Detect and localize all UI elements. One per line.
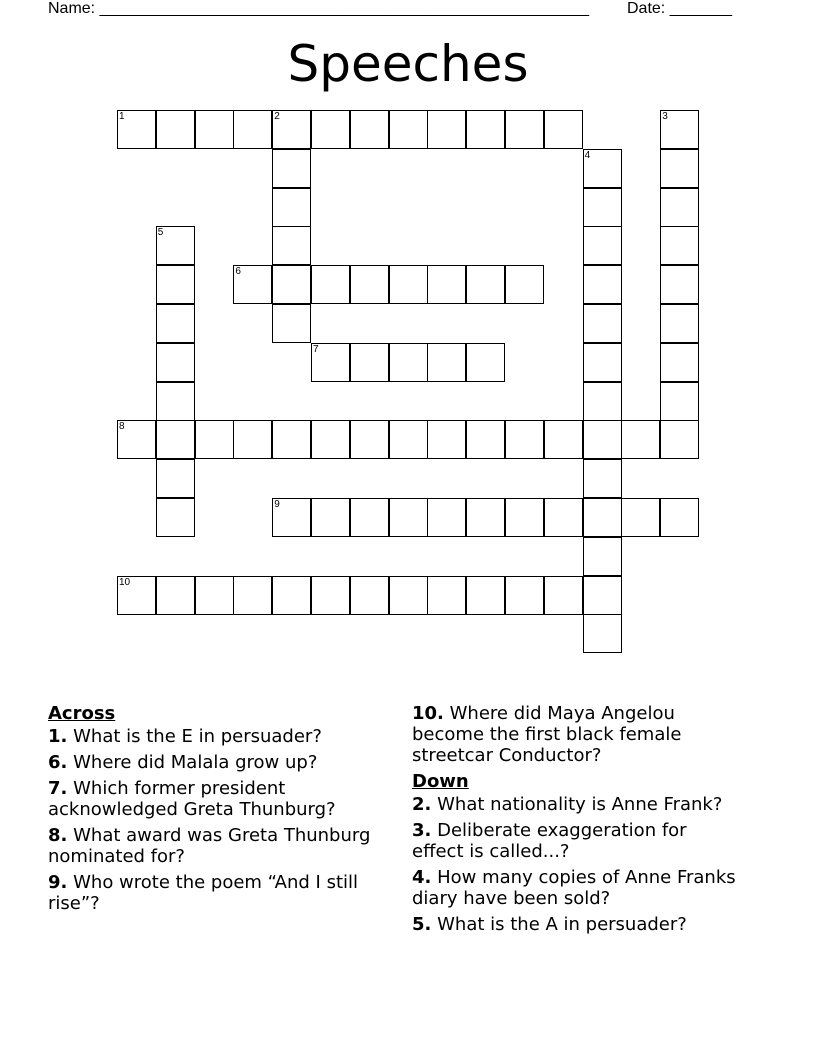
crossword-cell[interactable] <box>583 149 622 188</box>
crossword-cell[interactable] <box>156 110 195 149</box>
clue-text: Who wrote the poem “And I still rise”? <box>48 872 359 914</box>
down-heading: Down <box>412 771 469 792</box>
crossword-cell[interactable] <box>389 343 428 382</box>
crossword-cell[interactable] <box>311 343 350 382</box>
crossword-cell[interactable] <box>505 265 544 304</box>
crossword-cell[interactable] <box>350 420 389 459</box>
clue-across-10 <box>412 703 742 766</box>
crossword-cell[interactable] <box>117 110 156 149</box>
crossword-cell[interactable] <box>466 498 505 537</box>
crossword-cell[interactable] <box>660 382 699 421</box>
clue-number: 7. <box>48 778 68 799</box>
crossword-cell[interactable] <box>544 420 583 459</box>
crossword-cell[interactable] <box>660 110 699 149</box>
clue-text: How many copies of Anne Franks diary have been sold? <box>412 867 736 909</box>
crossword-cell[interactable] <box>350 110 389 149</box>
crossword-cell[interactable] <box>583 226 622 265</box>
crossword-cell[interactable] <box>117 420 156 459</box>
crossword-cell[interactable] <box>621 420 660 459</box>
date-field-label: Date: _______ <box>627 0 732 17</box>
clue-number: 6. <box>48 752 68 773</box>
clue-number: 9. <box>48 872 68 893</box>
clues-right-column <box>412 703 742 940</box>
clue-across-6 <box>48 752 378 773</box>
crossword-cell[interactable] <box>583 188 622 227</box>
crossword-cell[interactable] <box>583 420 622 459</box>
crossword-cell[interactable] <box>350 265 389 304</box>
crossword-cell[interactable] <box>466 576 505 615</box>
crossword-cell[interactable] <box>660 226 699 265</box>
crossword-cell[interactable] <box>117 576 156 615</box>
clues-left-column <box>48 703 378 919</box>
crossword-cell[interactable] <box>583 304 622 343</box>
clue-number-label: 6 <box>235 266 241 278</box>
crossword-cell[interactable] <box>660 498 699 537</box>
crossword-cell[interactable] <box>311 420 350 459</box>
crossword-cell[interactable] <box>389 265 428 304</box>
crossword-cell[interactable] <box>156 576 195 615</box>
clue-number: 1. <box>48 726 68 747</box>
crossword-cell[interactable] <box>427 110 466 149</box>
crossword-cell[interactable] <box>505 420 544 459</box>
crossword-cell[interactable] <box>272 110 311 149</box>
crossword-cell[interactable] <box>466 110 505 149</box>
crossword-cell[interactable] <box>272 226 311 265</box>
clue-number-label: 7 <box>313 343 319 355</box>
clue-text: Deliberate exaggeration for effect is called...? <box>412 820 687 862</box>
crossword-cell[interactable] <box>583 382 622 421</box>
crossword-cell[interactable] <box>311 265 350 304</box>
crossword-cell[interactable] <box>544 498 583 537</box>
crossword-cell[interactable] <box>311 576 350 615</box>
clue-number-label: 9 <box>274 499 280 510</box>
crossword-cell[interactable] <box>544 576 583 615</box>
clue-number-label: 10 <box>119 576 131 588</box>
crossword-cell[interactable] <box>233 420 272 459</box>
crossword-cell[interactable] <box>466 343 505 382</box>
crossword-cell[interactable] <box>389 576 428 615</box>
crossword-cell[interactable] <box>233 265 272 304</box>
crossword-cell[interactable] <box>156 459 195 498</box>
crossword-cell[interactable] <box>505 576 544 615</box>
crossword-cell[interactable] <box>156 226 195 265</box>
crossword-cell[interactable] <box>427 343 466 382</box>
crossword-cell[interactable] <box>311 110 350 149</box>
clue-across-9 <box>48 872 378 914</box>
clue-number-label: 8 <box>119 421 125 433</box>
crossword-cell[interactable] <box>272 420 311 459</box>
clue-number-label: 4 <box>584 149 591 161</box>
crossword-cell[interactable] <box>156 265 195 304</box>
crossword-cell[interactable] <box>583 343 622 382</box>
crossword-cell[interactable] <box>621 498 660 537</box>
crossword-cell[interactable] <box>272 498 311 537</box>
crossword-cell[interactable] <box>272 265 311 304</box>
crossword-cell[interactable] <box>272 576 311 615</box>
crossword-cell[interactable] <box>156 498 195 537</box>
clue-number-label: 3 <box>662 111 668 122</box>
crossword-cell[interactable] <box>389 420 428 459</box>
crossword-cell[interactable] <box>156 420 195 459</box>
clue-number: 4. <box>412 867 432 888</box>
crossword-cell[interactable] <box>311 498 350 537</box>
crossword-cell[interactable] <box>660 420 699 459</box>
crossword-cell[interactable] <box>272 188 311 227</box>
clue-number: 10. <box>412 703 444 724</box>
crossword-cell[interactable] <box>660 343 699 382</box>
page-title: Speeches <box>287 35 529 93</box>
crossword-cell[interactable] <box>350 343 389 382</box>
clue-across-1 <box>48 726 378 747</box>
crossword-cell[interactable] <box>505 498 544 537</box>
crossword-cell[interactable] <box>583 537 622 576</box>
clue-number: 8. <box>48 825 68 846</box>
crossword-cell[interactable] <box>233 110 272 149</box>
crossword-cell[interactable] <box>466 420 505 459</box>
clue-text: What award was Greta Thunburg nominated for? <box>48 825 371 867</box>
clue-number: 3. <box>412 820 432 841</box>
clue-across-7 <box>48 778 378 820</box>
clue-number-label: 5 <box>157 227 164 239</box>
clue-down-5 <box>412 914 742 935</box>
clue-number: 5. <box>412 914 432 935</box>
crossword-cell[interactable] <box>195 576 234 615</box>
across-heading: Across <box>48 703 116 724</box>
crossword-cell[interactable] <box>427 576 466 615</box>
clue-number-label: 2 <box>274 111 280 122</box>
crossword-cell[interactable] <box>350 576 389 615</box>
clue-down-4 <box>412 867 742 909</box>
crossword-cell[interactable] <box>505 110 544 149</box>
crossword-cell[interactable] <box>233 576 272 615</box>
crossword-cell[interactable] <box>427 420 466 459</box>
crossword-cell[interactable] <box>660 304 699 343</box>
crossword-cell[interactable] <box>660 188 699 227</box>
crossword-cell[interactable] <box>583 614 622 653</box>
name-field-label: Name: _______________________________________________________ <box>48 0 589 17</box>
clue-text: Where did Maya Angelou become the first black female streetcar Conductor? <box>412 703 682 766</box>
clue-text: What nationality is Anne Frank? <box>437 794 723 815</box>
crossword-cell[interactable] <box>427 265 466 304</box>
crossword-cell[interactable] <box>583 265 622 304</box>
crossword-cell[interactable] <box>156 304 195 343</box>
crossword-cell[interactable] <box>272 149 311 188</box>
crossword-cell[interactable] <box>156 343 195 382</box>
crossword-cell[interactable] <box>466 265 505 304</box>
crossword-cell[interactable] <box>544 110 583 149</box>
clue-text: What is the E in persuader? <box>73 726 322 747</box>
crossword-cell[interactable] <box>156 382 195 421</box>
crossword-cell[interactable] <box>350 498 389 537</box>
crossword-cell[interactable] <box>427 498 466 537</box>
clue-down-2 <box>412 794 742 815</box>
crossword-cell[interactable] <box>195 110 234 149</box>
clue-number-label: 1 <box>119 111 125 122</box>
crossword-cell[interactable] <box>660 149 699 188</box>
crossword-cell[interactable] <box>583 576 622 615</box>
clue-text: Which former president acknowledged Greta Thunburg? <box>48 778 336 820</box>
clue-across-8 <box>48 825 378 867</box>
clue-text: Where did Malala grow up? <box>73 752 318 773</box>
clue-text: What is the A in persuader? <box>437 914 687 935</box>
crossword-cell[interactable] <box>389 498 428 537</box>
crossword-cell[interactable] <box>272 304 311 343</box>
crossword-cell[interactable] <box>195 420 234 459</box>
crossword-cell[interactable] <box>660 265 699 304</box>
clue-down-3 <box>412 820 742 862</box>
crossword-cell[interactable] <box>583 498 622 537</box>
crossword-cell[interactable] <box>583 459 622 498</box>
clue-number: 2. <box>412 794 432 815</box>
crossword-cell[interactable] <box>389 110 428 149</box>
